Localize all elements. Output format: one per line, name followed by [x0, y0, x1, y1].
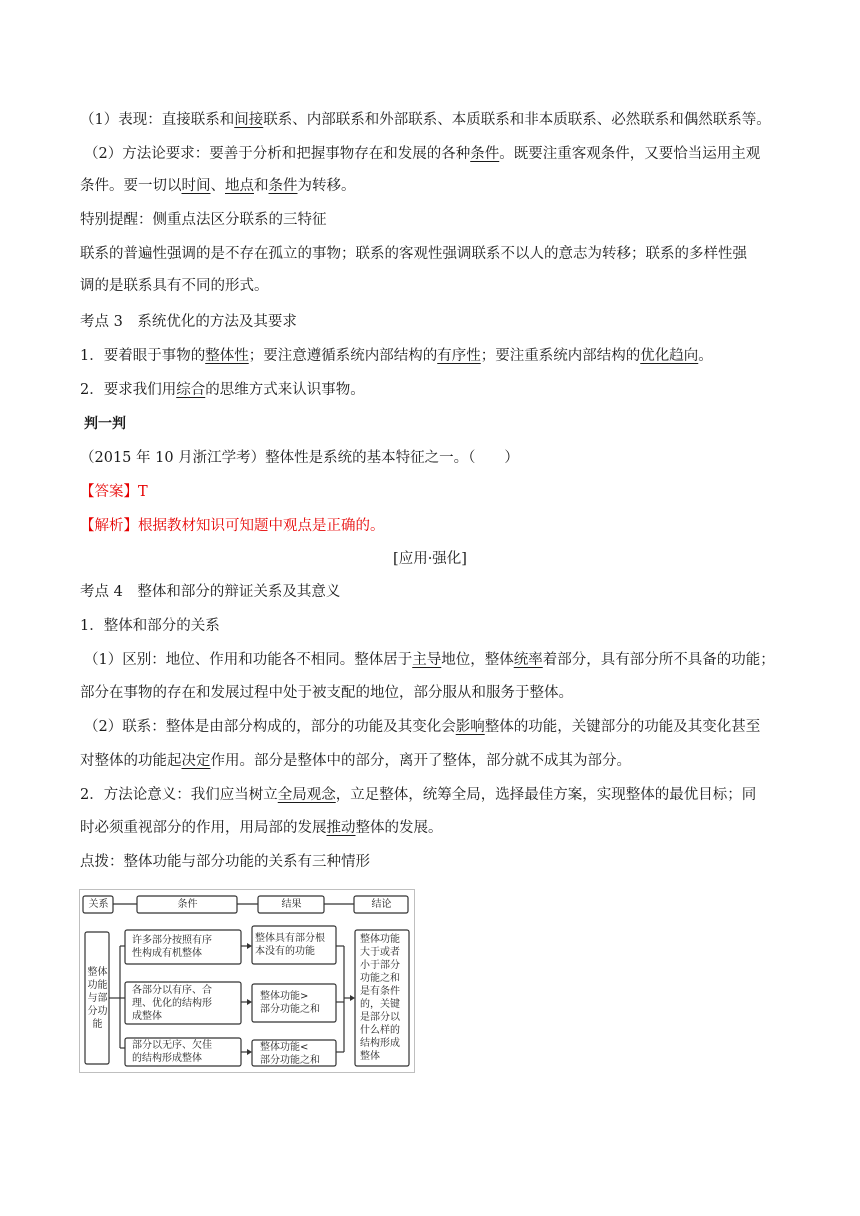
paragraph-methodology — [84, 144, 789, 164]
underlined-term: 主导 — [412, 652, 442, 668]
text: 、 — [210, 178, 225, 194]
kd4-methodology — [80, 785, 785, 805]
underlined-term: 条件 — [268, 178, 298, 194]
header-relation: 关系 — [88, 899, 109, 910]
condition-text: 许多部分按照有序 — [132, 935, 212, 946]
text: 的思维方式来认识事物。 — [205, 382, 365, 398]
condition-text: 性构成有机整体 — [132, 948, 202, 959]
text: 条件。要一切以 — [80, 178, 182, 194]
text: 。既要注重客观条件，又要恰当运用主观 — [499, 146, 761, 162]
header-result: 结果 — [281, 899, 302, 910]
text: ；要注重系统内部结构的 — [480, 348, 641, 364]
underlined-term: 地点 — [225, 178, 254, 194]
result-text: 整体具有部分根 — [255, 933, 325, 944]
kd4-difference-cont: 部分在事物的存在和发展过程中处于被支配的地位，部分服从和服务于整体。 — [80, 685, 573, 701]
result-3 — [260, 1041, 320, 1067]
condition-text: 部分以无序、欠佳 — [132, 1040, 212, 1051]
underlined-term: 推动 — [326, 820, 356, 836]
underlined-term: 决定 — [181, 753, 211, 769]
relation-text: 整体 — [87, 967, 108, 978]
text: 着部分，具有部分所不具备的功能； — [542, 652, 775, 668]
text: （1）表现：直接联系和 — [80, 112, 235, 128]
conclusion-text — [360, 933, 400, 1063]
conclusion-line: 整体功能 — [360, 934, 400, 945]
text: 和 — [254, 178, 269, 194]
judge-title: 判一判 — [84, 416, 126, 432]
text: 整体的发展。 — [355, 820, 443, 836]
condition-text: 理、优化的结构形 — [132, 998, 212, 1009]
text: 联系、内部联系和外部联系、本质联系和非本质联系、必然联系和偶然联系等。 — [263, 112, 771, 128]
paragraph-manifestation — [80, 110, 785, 130]
text: 2．方法论意义：我们应当树立 — [80, 787, 278, 803]
condition-text: 成整体 — [132, 1011, 162, 1022]
relation-text: 分功 — [87, 1006, 108, 1017]
text: 地位，整体 — [441, 652, 514, 668]
underlined-term: 间接 — [234, 112, 264, 128]
text: 2．要求我们用 — [80, 382, 177, 398]
kd4-difference — [84, 650, 789, 670]
condition-text: 各部分以有序、合 — [132, 985, 212, 996]
section-heading-kd3: 考点 3 系统优化的方法及其要求 — [80, 314, 297, 330]
underlined-term: 时间 — [181, 178, 211, 194]
kd3-item-2 — [80, 380, 785, 400]
result-text: 本没有的功能 — [255, 946, 315, 957]
result-text: 部分功能之和 — [260, 1004, 320, 1015]
underlined-term: 整体性 — [205, 348, 249, 364]
result-text: 整体功能< — [260, 1042, 309, 1053]
header-condition: 条件 — [177, 899, 198, 910]
text: 作用。部分是整体中的部分，离开了整体，部分就不成其为部分。 — [210, 753, 631, 769]
answer-line: 【答案】T — [80, 484, 148, 500]
underlined-term: 统率 — [513, 652, 543, 668]
conclusion-line: 大于或者 — [360, 947, 400, 958]
underlined-term: 综合 — [176, 382, 206, 398]
paragraph-methodology-cont — [80, 176, 785, 196]
text: 对整体的功能起 — [80, 753, 182, 769]
conclusion-line: 整体 — [360, 1051, 380, 1062]
relationship-diagram — [79, 889, 415, 1073]
conclusion-line: 是有条件 — [360, 986, 400, 997]
text: ，立足整体，统筹全局，选择最佳方案，实现整体的最优目标；同 — [335, 787, 757, 803]
conclusion-line: 结构形成 — [360, 1038, 400, 1049]
condition-1 — [132, 934, 212, 960]
conclusion-line: 功能之和 — [360, 973, 400, 984]
conclusion-line: 是部分以 — [360, 1012, 400, 1023]
judge-question: （2015 年 10 月浙江学考）整体性是系统的基本特征之一。（ ） — [80, 450, 519, 466]
text: 。 — [698, 348, 713, 364]
condition-3 — [132, 1039, 212, 1065]
kd4-connection-cont — [80, 751, 785, 771]
underlined-term: 有序性 — [437, 348, 481, 364]
underlined-term: 影响 — [455, 719, 485, 735]
text: ；要注意遵循系统内部结构的 — [248, 348, 438, 364]
result-text: 部分功能之和 — [260, 1055, 320, 1066]
result-text: 整体功能> — [260, 991, 309, 1002]
tip-line-1: 联系的普遍性强调的是不存在孤立的事物；联系的客观性强调联系不以人的意志为转移；联系的多样性强 — [80, 246, 747, 262]
kd4-connection — [84, 717, 789, 737]
tip-title: 特别提醒：侧重点法区分联系的三特征 — [80, 212, 327, 228]
kd3-item-1 — [80, 346, 785, 366]
condition-2 — [132, 984, 212, 1023]
text: 为转移。 — [297, 178, 356, 194]
section-heading-kd4: 考点 4 整体和部分的辩证关系及其意义 — [80, 584, 341, 600]
note-line: 点拨：整体功能与部分功能的关系有三种情形 — [80, 854, 370, 870]
header-conclusion: 结论 — [371, 899, 392, 910]
text: 时必须重视部分的作用，用局部的发展 — [80, 820, 327, 836]
result-1 — [255, 932, 325, 958]
conclusion-line: 的，关键 — [360, 999, 400, 1010]
underlined-term: 全局观念 — [277, 787, 336, 803]
relation-text: 能 — [92, 1019, 103, 1030]
result-2 — [260, 990, 320, 1016]
conclusion-line: 什么样的 — [360, 1025, 400, 1036]
section-label: [应用·强化] — [393, 551, 467, 567]
kd4-item-1: 1．整体和部分的关系 — [80, 618, 220, 634]
relation-text: 与部 — [87, 993, 108, 1004]
conclusion-line: 小于部分 — [360, 960, 400, 971]
explanation-line: 【解析】根据教材知识可知题中观点是正确的。 — [80, 518, 385, 534]
text: （2）方法论要求：要善于分析和把握事物存在和发展的各种 — [84, 146, 471, 162]
text: （2）联系：整体是由部分构成的，部分的功能及其变化会 — [84, 719, 456, 735]
relation-text: 功能 — [87, 980, 108, 991]
tip-line-2: 调的是联系具有不同的形式。 — [80, 278, 269, 294]
text: （1）区别：地位、作用和功能各不相同。整体居于 — [84, 652, 413, 668]
text: 1．要着眼于事物的 — [80, 348, 206, 364]
condition-text: 的结构形成整体 — [132, 1053, 202, 1064]
relation-label — [85, 966, 110, 1031]
text: 整体的功能，关键部分的功能及其变化甚至 — [484, 719, 761, 735]
underlined-term: 优化趋向 — [640, 348, 699, 364]
kd4-methodology-cont — [80, 818, 785, 838]
underlined-term: 条件 — [470, 146, 500, 162]
